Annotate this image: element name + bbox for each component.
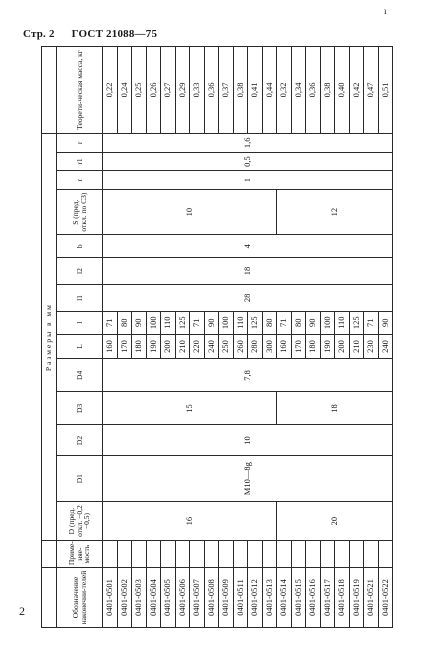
- L-cell: 250: [219, 334, 234, 359]
- L-cell: 180: [306, 334, 321, 359]
- applicability-cell: [364, 541, 379, 568]
- designation-cell: 0401-0501: [103, 568, 118, 628]
- mass-cell: 0,36: [306, 47, 321, 134]
- designation-cell: 0401-0518: [335, 568, 350, 628]
- applicability-cell: [291, 541, 306, 568]
- designation-cell: 0401-0517: [320, 568, 335, 628]
- col-l1: l1: [57, 284, 103, 311]
- mass-cell: 0,32: [277, 47, 292, 134]
- page-number: 2: [19, 604, 25, 618]
- mass-cell: 0,26: [146, 47, 161, 134]
- L-cell: 200: [335, 334, 350, 359]
- col-D4: D4: [57, 359, 103, 392]
- l-cell: 90: [132, 311, 147, 334]
- L-cell: 230: [364, 334, 379, 359]
- designation-cell: 0401-0516: [306, 568, 321, 628]
- designation-cell: 0401-0506: [175, 568, 190, 628]
- designation-cell: 0401-0513: [262, 568, 277, 628]
- l-cell: 71: [190, 311, 205, 334]
- r-cell: 1: [103, 171, 393, 190]
- designation-cell: 0401-0504: [146, 568, 161, 628]
- L-cell: 240: [204, 334, 219, 359]
- mass-cell: 0,51: [378, 47, 393, 134]
- applicability-cell: [117, 541, 132, 568]
- applicability-cell: [161, 541, 176, 568]
- applicability-cell: [103, 541, 118, 568]
- l-cell: 71: [277, 311, 292, 334]
- mass-cell: 0,37: [219, 47, 234, 134]
- spacer-cell: [42, 541, 57, 568]
- col-applicability: Приме-няе-мость: [57, 541, 103, 568]
- col-D: D (пред. откл. −0,2 −0,5): [57, 501, 103, 540]
- L-cell: 180: [132, 334, 147, 359]
- applicability-cell: [219, 541, 234, 568]
- designation-cell: 0401-0514: [277, 568, 292, 628]
- col-S: S (пред. откл. по C3): [57, 189, 103, 234]
- designation-cell: 0401-0515: [291, 568, 306, 628]
- designation-cell: 0401-0512: [248, 568, 263, 628]
- corner-mark: ı: [384, 6, 387, 16]
- applicability-cell: [190, 541, 205, 568]
- table-body: [103, 47, 393, 628]
- applicability-cell: [204, 541, 219, 568]
- l-cell: 125: [248, 311, 263, 334]
- table-caption: Размеры в мм: [42, 133, 57, 540]
- col-r2: r: [57, 133, 103, 152]
- l-cell: 90: [306, 311, 321, 334]
- mass-cell: 0,24: [117, 47, 132, 134]
- designation-cell: 0401-0509: [219, 568, 234, 628]
- S-cell: 12: [277, 189, 393, 234]
- mass-cell: 0,42: [349, 47, 364, 134]
- D3-cell: 18: [277, 392, 393, 425]
- L-cell: 220: [190, 334, 205, 359]
- col-mass: Теорети-ческая масса, кг: [57, 47, 103, 134]
- designation-cell: 0401-0519: [349, 568, 364, 628]
- rotated-table-wrapper: [41, 46, 393, 628]
- l1-cell: 28: [103, 284, 393, 311]
- col-L: L: [57, 334, 103, 359]
- col-D3: D3: [57, 392, 103, 425]
- mass-cell: 0,44: [262, 47, 277, 134]
- table-row: [103, 47, 118, 628]
- mass-cell: 0,34: [291, 47, 306, 134]
- r2-cell: 1,6: [103, 133, 393, 152]
- l-cell: 80: [117, 311, 132, 334]
- applicability-cell: [320, 541, 335, 568]
- D4-cell: 7,8: [103, 359, 393, 392]
- standard-number: ГОСТ 21088—75: [71, 28, 158, 40]
- col-l: l: [57, 311, 103, 334]
- applicability-cell: [146, 541, 161, 568]
- applicability-cell: [349, 541, 364, 568]
- designation-cell: 0401-0522: [378, 568, 393, 628]
- mass-cell: 0,38: [320, 47, 335, 134]
- col-D1: D1: [57, 456, 103, 501]
- applicability-cell: [262, 541, 277, 568]
- col-b: b: [57, 235, 103, 258]
- L-cell: 260: [233, 334, 248, 359]
- designation-cell: 0401-0505: [161, 568, 176, 628]
- applicability-cell: [277, 541, 292, 568]
- r1-cell: 0,5: [103, 152, 393, 171]
- D-cell: 20: [277, 501, 393, 540]
- L-cell: 160: [103, 334, 118, 359]
- col-r1: r1: [57, 152, 103, 171]
- b-cell: 4: [103, 235, 393, 258]
- l-cell: 80: [291, 311, 306, 334]
- L-cell: 240: [378, 334, 393, 359]
- mass-cell: 0,33: [190, 47, 205, 134]
- applicability-cell: [248, 541, 263, 568]
- col-l2: l2: [57, 258, 103, 285]
- L-cell: 210: [349, 334, 364, 359]
- mass-cell: 0,22: [103, 47, 118, 134]
- l-cell: 125: [175, 311, 190, 334]
- spacer-cell: [42, 568, 57, 628]
- designation-cell: 0401-0507: [190, 568, 205, 628]
- designation-cell: 0401-0503: [132, 568, 147, 628]
- S-cell: 10: [103, 189, 277, 234]
- D-cell: 16: [103, 501, 277, 540]
- designation-cell: 0401-0502: [117, 568, 132, 628]
- L-cell: 160: [277, 334, 292, 359]
- l-cell: 100: [320, 311, 335, 334]
- mass-cell: 0,29: [175, 47, 190, 134]
- mass-cell: 0,41: [248, 47, 263, 134]
- l-cell: 71: [103, 311, 118, 334]
- mass-cell: 0,27: [161, 47, 176, 134]
- designation-cell: 0401-0511: [233, 568, 248, 628]
- page-label: Стр. 2: [23, 28, 55, 40]
- dimensions-table: [41, 46, 393, 628]
- L-cell: 300: [262, 334, 277, 359]
- D3-cell: 15: [103, 392, 277, 425]
- l-cell: 125: [349, 311, 364, 334]
- mass-cell: 0,47: [364, 47, 379, 134]
- L-cell: 170: [117, 334, 132, 359]
- designation-cell: 0401-0508: [204, 568, 219, 628]
- col-D2: D2: [57, 425, 103, 456]
- mass-cell: 0,38: [233, 47, 248, 134]
- mass-cell: 0,40: [335, 47, 350, 134]
- L-cell: 280: [248, 334, 263, 359]
- D1-cell: M10—8g: [103, 456, 393, 501]
- col-r: r: [57, 171, 103, 190]
- spacer-cell: [42, 47, 57, 134]
- l-cell: 90: [204, 311, 219, 334]
- L-cell: 200: [161, 334, 176, 359]
- mass-cell: 0,36: [204, 47, 219, 134]
- mass-cell: 0,25: [132, 47, 147, 134]
- applicability-cell: [335, 541, 350, 568]
- col-designation: Обозначение наконечни-телей: [57, 568, 103, 628]
- applicability-cell: [132, 541, 147, 568]
- l-cell: 110: [233, 311, 248, 334]
- l-cell: 100: [146, 311, 161, 334]
- L-cell: 170: [291, 334, 306, 359]
- L-cell: 190: [146, 334, 161, 359]
- L-cell: 190: [320, 334, 335, 359]
- applicability-cell: [233, 541, 248, 568]
- l-cell: 90: [378, 311, 393, 334]
- designation-cell: 0401-0521: [364, 568, 379, 628]
- l-cell: 100: [219, 311, 234, 334]
- l-cell: 110: [161, 311, 176, 334]
- l-cell: 80: [262, 311, 277, 334]
- L-cell: 210: [175, 334, 190, 359]
- page-header: [23, 28, 157, 40]
- applicability-cell: [175, 541, 190, 568]
- l2-cell: 18: [103, 258, 393, 285]
- l-cell: 110: [335, 311, 350, 334]
- D2-cell: 10: [103, 425, 393, 456]
- applicability-cell: [378, 541, 393, 568]
- l-cell: 71: [364, 311, 379, 334]
- applicability-cell: [306, 541, 321, 568]
